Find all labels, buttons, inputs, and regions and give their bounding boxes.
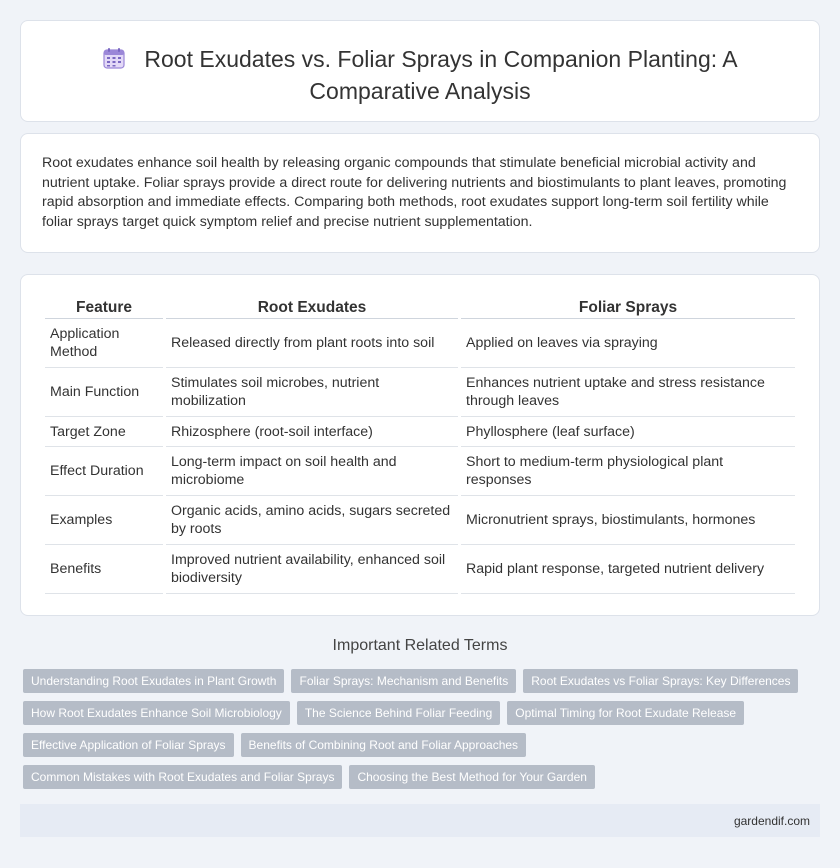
foliar-sprays-cell: Phyllosphere (leaf surface) [461,417,795,447]
site-name[interactable]: gardendif.com [733,814,810,828]
root-exudates-cell: Improved nutrient availability, enhanced soil biodiversity [166,545,458,594]
feature-cell: Target Zone [45,417,163,447]
feature-cell: Benefits [45,545,163,594]
page-title [21,45,819,106]
foliar-sprays-cell: Micronutrient sprays, biostimulants, hormones [461,496,795,545]
root-exudates-cell: Released directly from plant roots into soil [166,319,458,368]
related-term-tag[interactable]: Benefits of Combining Root and Foliar Approaches [241,733,527,757]
related-term-tag[interactable]: How Root Exudates Enhance Soil Microbiology [23,701,290,725]
table-row [45,447,795,496]
feature-cell: Examples [45,496,163,545]
root-exudates-cell: Organic acids, amino acids, sugars secreted by roots [166,496,458,545]
column-header-foliar-sprays: Foliar Sprays [461,296,795,319]
related-term-tag[interactable]: The Science Behind Foliar Feeding [297,701,500,725]
page-title-text: Root Exudates vs. Foliar Sprays in Companion Planting: A Comparative Analysis [144,46,738,104]
footer [20,804,820,837]
calendar-icon [102,46,126,77]
intro-card [20,133,820,253]
table-row [45,417,795,447]
column-header-feature: Feature [45,296,163,319]
table-row [45,368,795,417]
root-exudates-cell: Long-term impact on soil health and microbiome [166,447,458,496]
foliar-sprays-cell: Rapid plant response, targeted nutrient delivery [461,545,795,594]
related-term-tag[interactable]: Foliar Sprays: Mechanism and Benefits [291,669,516,693]
table-header-row [45,296,795,319]
related-terms-title: Important Related Terms [332,637,508,654]
related-term-tag[interactable]: Effective Application of Foliar Sprays [23,733,234,757]
related-term-tag[interactable]: Root Exudates vs Foliar Sprays: Key Differences [523,669,798,693]
related-term-tag[interactable]: Choosing the Best Method for Your Garden [349,765,594,789]
root-exudates-cell: Rhizosphere (root-soil interface) [166,417,458,447]
related-term-tag[interactable]: Common Mistakes with Root Exudates and Foliar Sprays [23,765,342,789]
table-row [45,545,795,594]
root-exudates-cell: Stimulates soil microbes, nutrient mobilization [166,368,458,417]
intro-paragraph: Root exudates enhance soil health by releasing organic compounds that stimulate beneficial microbial activity and nutrient uptake. Foliar sprays provide a direct route for delivering nutrients and biostimulants to plant leaves, promoting rapid absorption and immediate effects. Comparing both methods, root exudates support long-term soil fertility while foliar sprays target quick symptom relief and precise nutrient supplementation. [42,155,787,230]
feature-cell: Application Method [45,319,163,368]
comparison-table-card [20,274,820,616]
related-term-tag[interactable]: Optimal Timing for Root Exudate Release [507,701,744,725]
table-row [45,319,795,368]
related-term-tag[interactable]: Understanding Root Exudates in Plant Growth [23,669,284,693]
related-terms-list [23,669,803,797]
foliar-sprays-cell: Short to medium-term physiological plant responses [461,447,795,496]
foliar-sprays-cell: Applied on leaves via spraying [461,319,795,368]
feature-cell: Effect Duration [45,447,163,496]
header-card [20,20,820,122]
feature-cell: Main Function [45,368,163,417]
foliar-sprays-cell: Enhances nutrient uptake and stress resistance through leaves [461,368,795,417]
table-row [45,496,795,545]
column-header-root-exudates: Root Exudates [166,296,458,319]
comparison-table [42,296,798,594]
